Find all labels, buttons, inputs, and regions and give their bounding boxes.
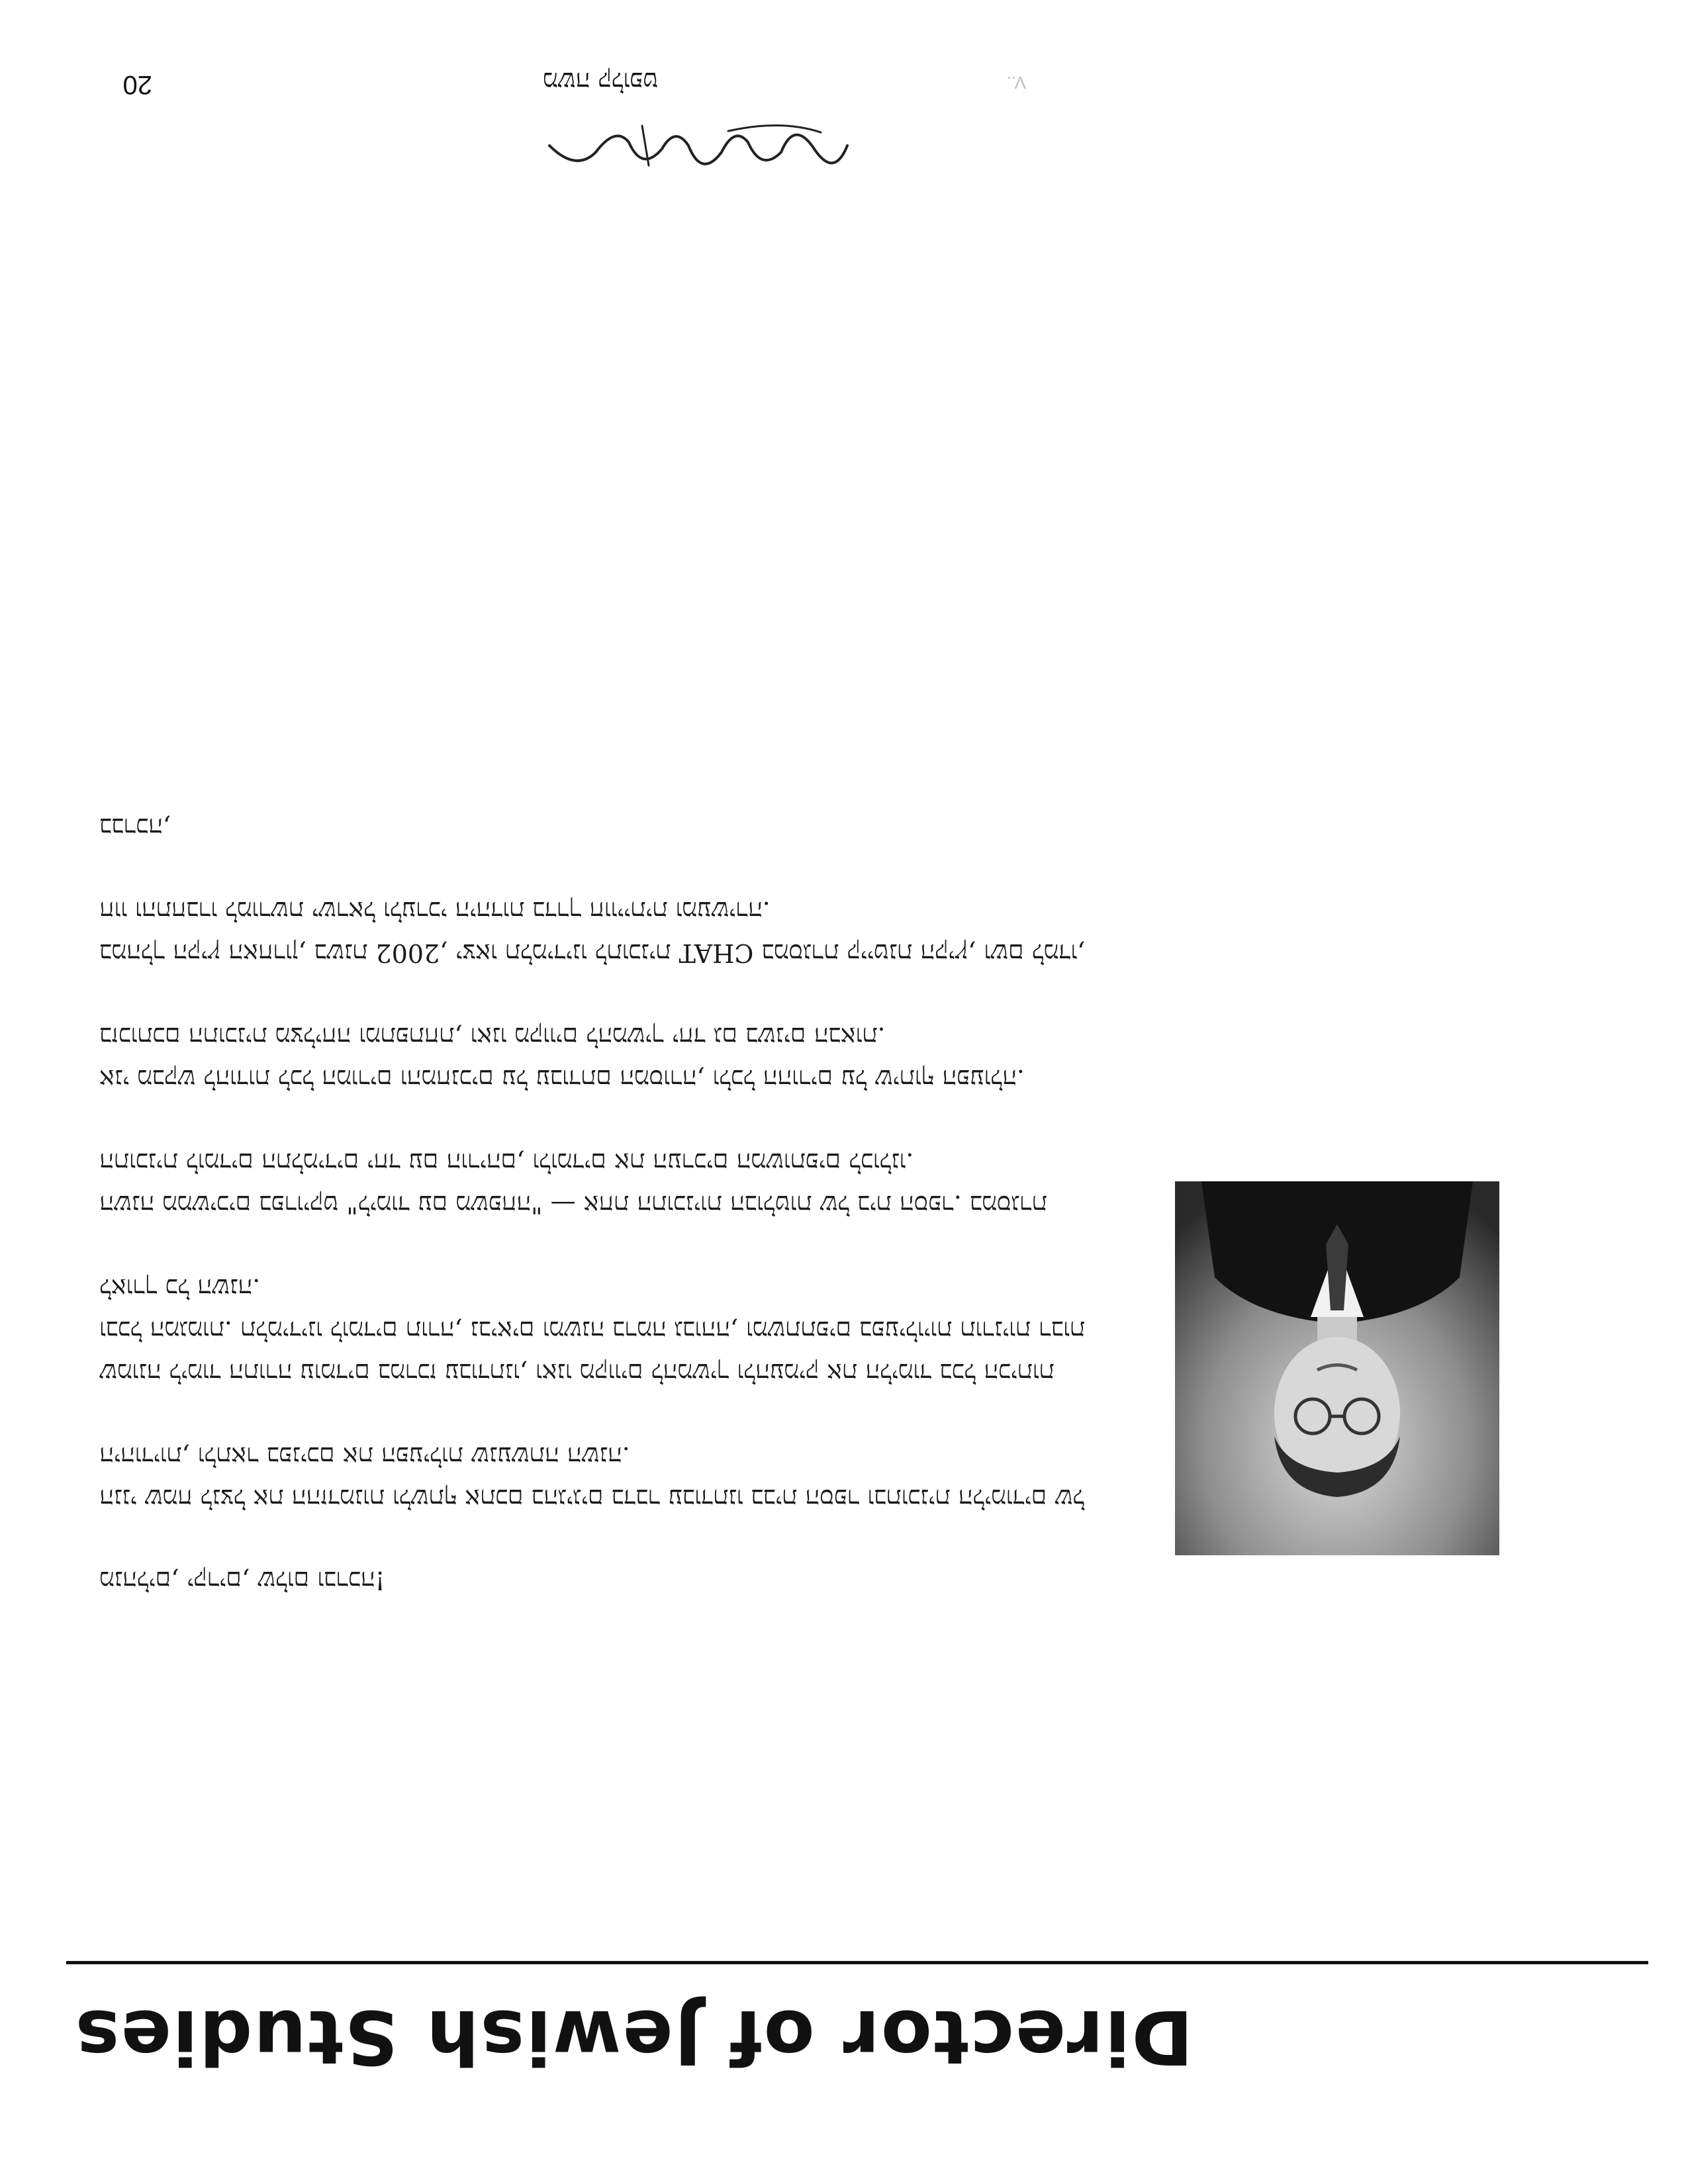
letter-closing: בברכה, (99, 813, 171, 842)
handwritten-signature (530, 99, 861, 205)
letter-paragraph: במהלך הקיץ האחרון, בשנת 2002, יצאו תלמידינו לתוכנית CHAT במסגרת קייטנת הקיץ, ושם למדו, חוו והתחברו למורשת ישראל ולערכי היהדות בדרך חווייתית ומעשירה. (99, 896, 1086, 968)
letter-paragraph: שמונה לימוד התורה עומדים במרכז עבודתנו, ואנו מקווים להמשיך ולהעמיק את הלימוד בכל הכיתות ובכל המגמות. תלמידינו לומדים תורה, נביאים ומשנה ברמה גבוהה, ומשתתפים בפעילויות תורניות רבות לאורך כל השנה. (99, 1273, 1086, 1387)
director-photo (1175, 1181, 1499, 1555)
portrait-image (1175, 1181, 1499, 1555)
page-title: Director of Jewish Studies (74, 1993, 1194, 2079)
letter-paragraph: השנה ממשיכים בפרויקט "לימוד עם משפחה" — אחת התוכניות הבולטות של בית הספר. במסגרת התוכנית לומדים התלמידים יחד עם הוריהם, ולומדים את הערכים המשותפים לכולנו. (99, 1148, 1047, 1219)
scan-mark: V.. (1006, 73, 1026, 93)
letter-paragraph: אני מבקש להודות לכל המורים והמחנכים על עבודתם המסורה, ולכל ההורים על שיתוף הפעולה. בזכותכם התוכנית מצליחה ומתפתחת, ואנו מקווים להמשיך יחד גם בשנים הבאות. (99, 1022, 1025, 1093)
page-number: 20 (122, 70, 152, 99)
letter-body (99, 766, 1086, 1602)
signature-name: משה קלופט (543, 67, 659, 96)
signature-scribble (530, 99, 861, 205)
page-header (66, 1933, 1648, 2091)
letter-salutation: מנהלים, יקרים, שלום וברכה! (99, 1566, 385, 1595)
title-rule (66, 1961, 1648, 1964)
letter-paragraph: הנני שמח לנצל את ההזדמנות ולשתף אתכם בהגיגים בדבר עבודתנו בבית הספר ובתוכנית הלימודים של היהודיות, ולתאר בפניכם את הפעילות שנעשתה השנה. (99, 1441, 1085, 1513)
